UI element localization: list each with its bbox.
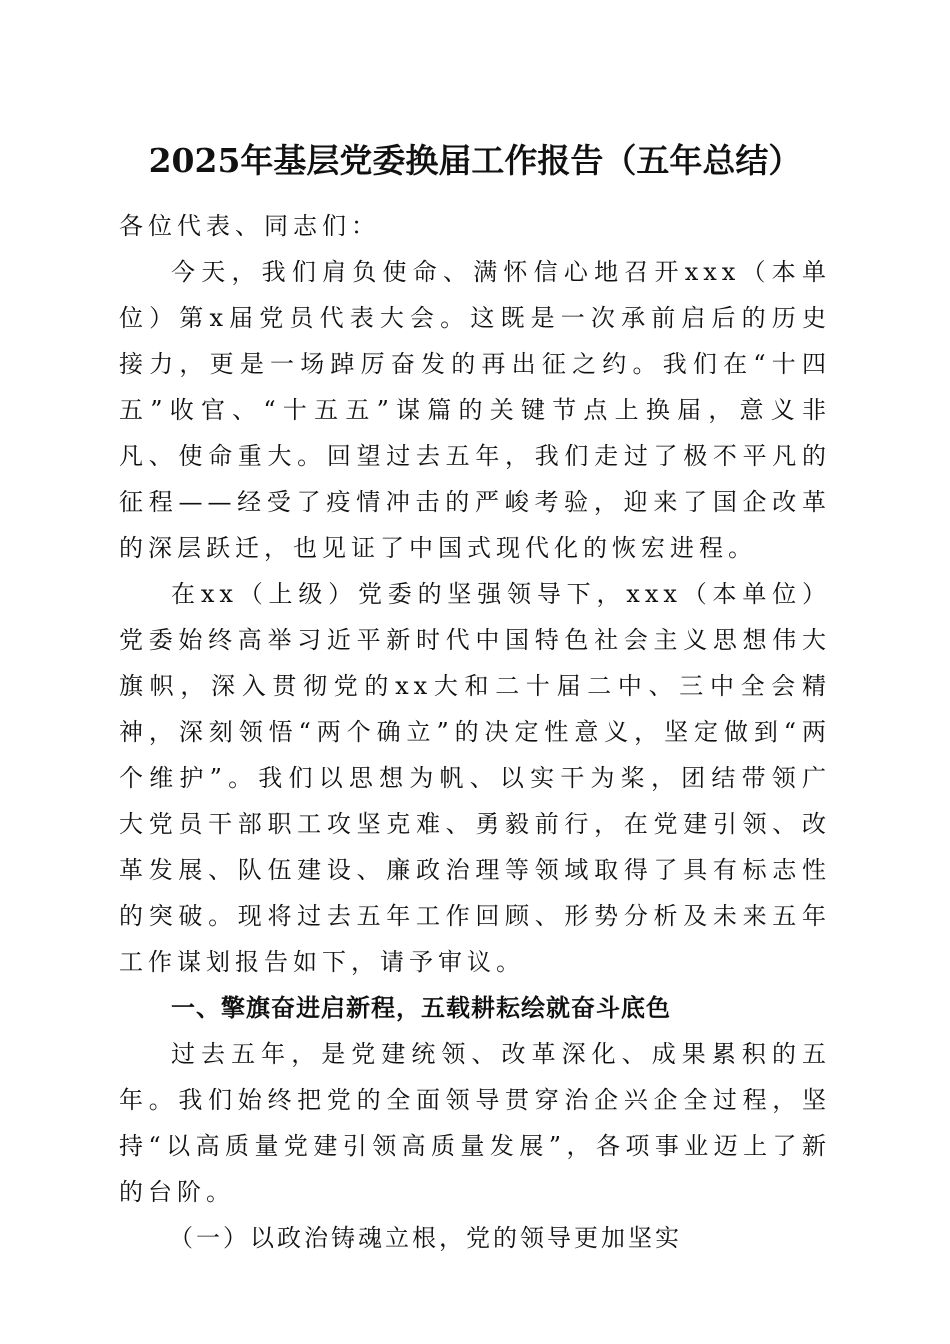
salutation: 各位代表、同志们： [119,212,380,240]
subsection-heading-1: （一）以政治铸魂立根，党的领导更加坚实 [169,1224,682,1252]
paragraph-opening: 今天，我们肩负使命、满怀信心地召开xxx（本单位）第x届党员代表大会。这既是一次承前启后的历史接力，更是一场踔厉奋发的再出征之约。我们在“十四五”收官、“十五五”谋篇的关键节点上换届，意义非凡、使命重大。回望过去五年，我们走过了极不平凡的征程——经受了疫情冲击的严峻考验，迎来了国企改革的深层跃迁，也见证了中国式现代化的恢宏进程。 [119,258,831,562]
document-title: 2025年基层党委换届工作报告（五年总结） [148,141,802,180]
section-heading-1: 一、擎旗奋进启新程，五载耕耘绘就奋斗底色 [171,994,671,1022]
document-body [119,203,831,1261]
paragraph-leadership: 在xx（上级）党委的坚强领导下，xxx（本单位）党委始终高举习近平新时代中国特色社会主义思想伟大旗帜，深入贯彻党的xx大和二十届二中、三中全会精神，深刻领悟“两个确立”的决定性意义，坚定做到“两个维护”。我们以思想为帆、以实干为桨，团结带领广大党员干部职工攻坚克难、勇毅前行，在党建引领、改革发展、队伍建设、廉政治理等领域取得了具有标志性的突破。现将过去五年工作回顾、形势分析及未来五年工作谋划报告如下，请予审议。 [119,580,831,976]
section-1-paragraph: 过去五年，是党建统领、改革深化、成果累积的五年。我们始终把党的全面领导贯穿治企兴企全过程，坚持“以高质量党建引领高质量发展”，各项事业迈上了新的台阶。 [119,1040,831,1206]
